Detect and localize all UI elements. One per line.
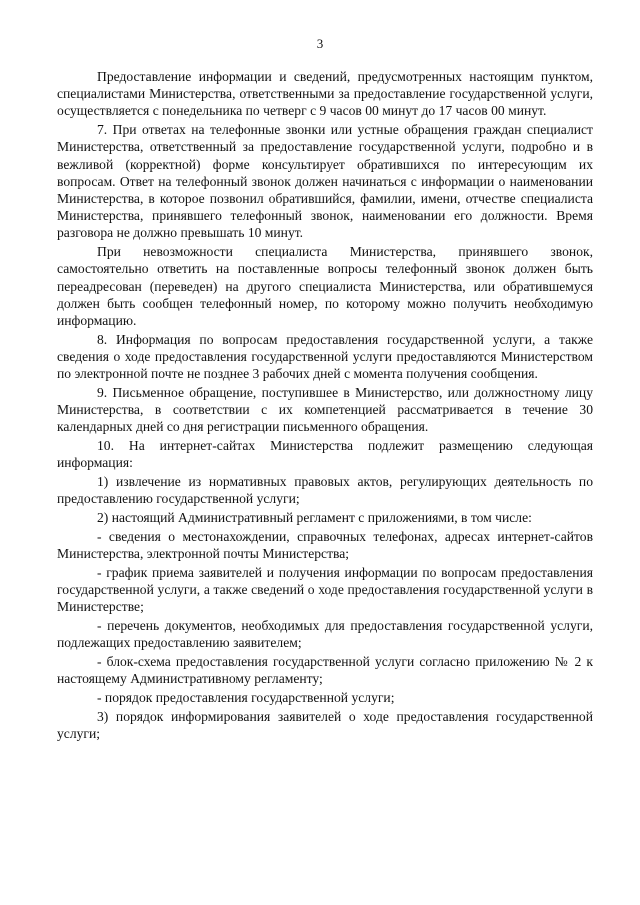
sub-item-location: - сведения о местонахождении, справочных телефонах, адресах интернет-сайтов Министерства, электронной почты Министерства; (57, 529, 593, 562)
paragraph-item-7: 7. При ответах на телефонные звонки или устные обращения граждан специалист Министерства, ответственный за предоставление государственной услуги, подробно и в вежливой (корректной) форме консультирует обратившихся по интересующим их вопросам. Ответ на телефонный звонок должен начинаться с информации о наименовании Министерства, в которое позвонил обратившийся, фамилии, имени, отчестве специалиста Министерства, принявшего телефонный звонок, наименовании его должности. Время разговора не должно превышать 10 минут. (57, 122, 593, 241)
paragraph-item-10: 10. На интернет-сайтах Министерства подлежит размещению следующая информация: (57, 438, 593, 471)
sub-item-flowchart: - блок-схема предоставления государственной услуги согласно приложению № 2 к настоящему Административному регламенту; (57, 654, 593, 687)
paragraph-call-redirect: При невозможности специалиста Министерства, принявшего звонок, самостоятельно ответить на поставленные вопросы телефонный звонок должен быть переадресован (переведен) на другого специалиста Министерства, или обратившемуся должен быть сообщен телефонный номер, по которому можно получить необходимую информацию. (57, 244, 593, 329)
list-item-3: 3) порядок информирования заявителей о ходе предоставления государственной услуги; (57, 709, 593, 742)
list-item-1: 1) извлечение из нормативных правовых актов, регулирующих деятельность по предоставлению государственной услуги; (57, 474, 593, 507)
sub-item-procedure: - порядок предоставления государственной услуги; (97, 690, 395, 706)
document-body (57, 68, 593, 744)
paragraph-item-9: 9. Письменное обращение, поступившее в Министерство, или должностному лицу Министерства, в соответствии с их компетенцией рассматривается в течение 30 календарных дней со дня регистрации письменного обращения. (57, 385, 593, 435)
paragraph-item-8: 8. Информация по вопросам предоставления государственной услуги, а также сведения о ходе предоставления государственной услуги предоставляются Министерством по электронной почте не позднее 3 рабочих дней с момента получения сообщения. (57, 331, 593, 382)
list-item-2: 2) настоящий Административный регламент с приложениями, в том числе: (97, 510, 532, 526)
sub-item-documents: - перечень документов, необходимых для предоставления государственной услуги, подлежащих предоставлению заявителем; (57, 618, 593, 651)
page-number: 3 (316, 36, 324, 51)
paragraph-info-schedule: Предоставление информации и сведений, предусмотренных настоящим пунктом, специалистами Министерства, ответственными за предоставление государственной услуги, осуществляется с понедельника по четверг с 9 часов 00 минут до 17 часов 00 минут. (57, 69, 593, 119)
sub-item-schedule: - график приема заявителей и получения информации по вопросам предоставления государственной услуги, а также сведений о ходе предоставления государственной услуги в Министерстве; (57, 565, 593, 615)
